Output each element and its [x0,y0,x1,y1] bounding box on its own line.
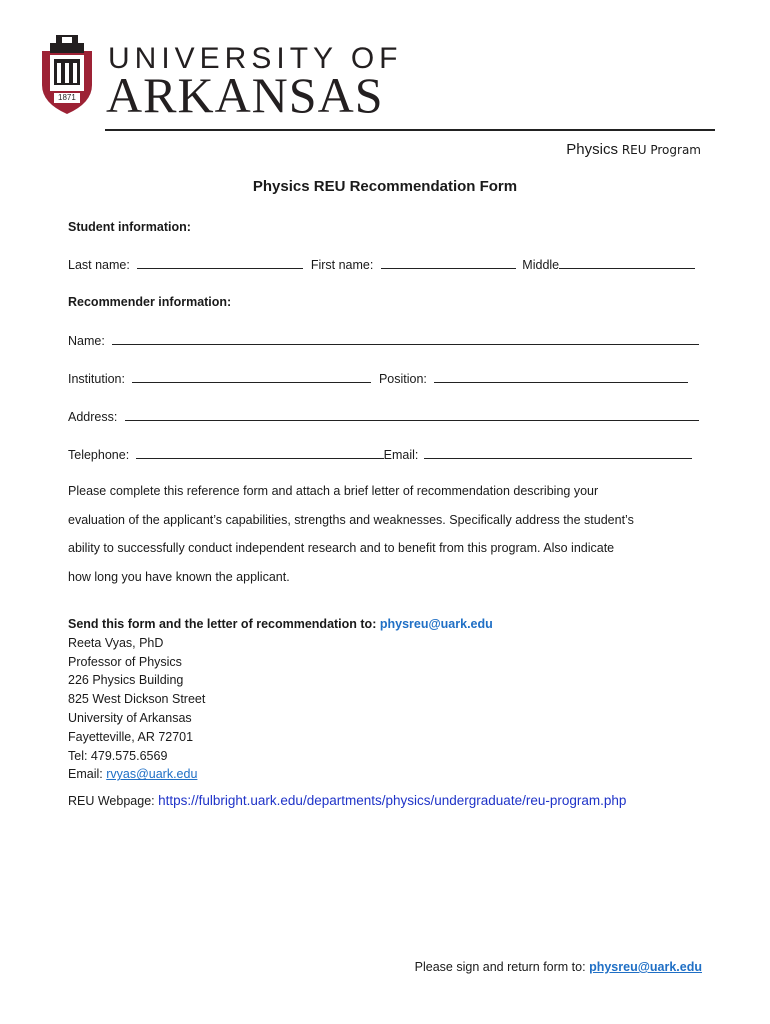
seal-year: 1871 [58,93,76,102]
address-label: Address: [68,410,118,424]
send-to-block [68,615,493,784]
recommender-name-row [68,333,699,348]
institution-label: Institution: [68,372,125,386]
footer-text: Please sign and return form to: [414,960,586,974]
recommender-info-heading: Recommender information: [68,295,232,309]
last-name-field[interactable] [137,257,303,269]
send-email-link[interactable]: physreu@uark.edu [379,617,493,631]
instructions-paragraph [68,477,708,591]
form-title: Physics REU Recommendation Form [252,178,518,195]
student-info-heading: Student information: [68,220,191,234]
position-field[interactable] [434,371,688,383]
address-field[interactable] [125,409,699,421]
telephone-row [68,447,692,462]
university-seal-logo [36,33,98,115]
footer-line [415,960,702,974]
name-label: Name: [68,334,105,348]
contact-building: 226 Physics Building [68,673,184,688]
university-name-line2: ARKANSAS [106,67,384,123]
recommender-name-field[interactable] [112,333,699,345]
send-heading-line [68,615,493,634]
webpage-link[interactable]: https://fulbright.uark.edu/departments/physics/undergraduate/reu-program.php [158,793,627,808]
contact-email-line [68,765,493,784]
contact-street: 825 West Dickson Street [68,692,206,707]
student-name-row [68,257,695,272]
contact-telephone: Tel: 479.575.6569 [68,748,168,763]
program-name [566,141,701,158]
first-name-field[interactable] [381,257,516,269]
institution-field[interactable] [132,371,371,383]
send-heading: Send this form and the letter of recommendation to: [68,617,377,631]
email-label: Email: [383,448,419,462]
program-word1: Physics [566,141,618,158]
program-word2: REU Program [621,143,701,157]
footer-email-link[interactable]: physreu@uark.edu [589,960,702,974]
university-name-line1: UNIVERSITY OF [108,42,403,75]
instructions-line: how long you have known the applicant. [68,569,290,584]
webpage-label: REU Webpage: [68,794,155,808]
last-name-label: Last name: [68,258,130,272]
contact-city: Fayetteville, AR 72701 [68,729,194,744]
position-label: Position: [378,372,427,386]
contact-university: University of Arkansas [68,710,192,725]
instructions-line: Please complete this reference form and attach a brief letter of recommendation describing your [68,484,599,498]
contact-email-label: Email: [68,767,103,782]
contact-title: Professor of Physics [68,654,182,669]
middle-label: Middle [522,258,560,272]
middle-name-field[interactable] [559,257,695,269]
instructions-line: evaluation of the applicant’s capabilities, strengths and weaknesses. Specifically address the student’s [68,512,634,527]
email-field[interactable] [424,447,692,459]
telephone-label: Telephone: [68,448,130,462]
first-name-label: First name: [310,258,374,272]
telephone-field[interactable] [136,447,384,459]
contact-email-link[interactable]: rvyas@uark.edu [106,767,198,782]
contact-name: Reeta Vyas, PhD [68,635,164,650]
webpage-line [68,793,626,808]
instructions-line: ability to successfully conduct independent research and to benefit from this program. Also indicate [68,541,615,555]
address-row [68,409,699,424]
institution-row [68,371,688,386]
header-divider [105,129,715,131]
